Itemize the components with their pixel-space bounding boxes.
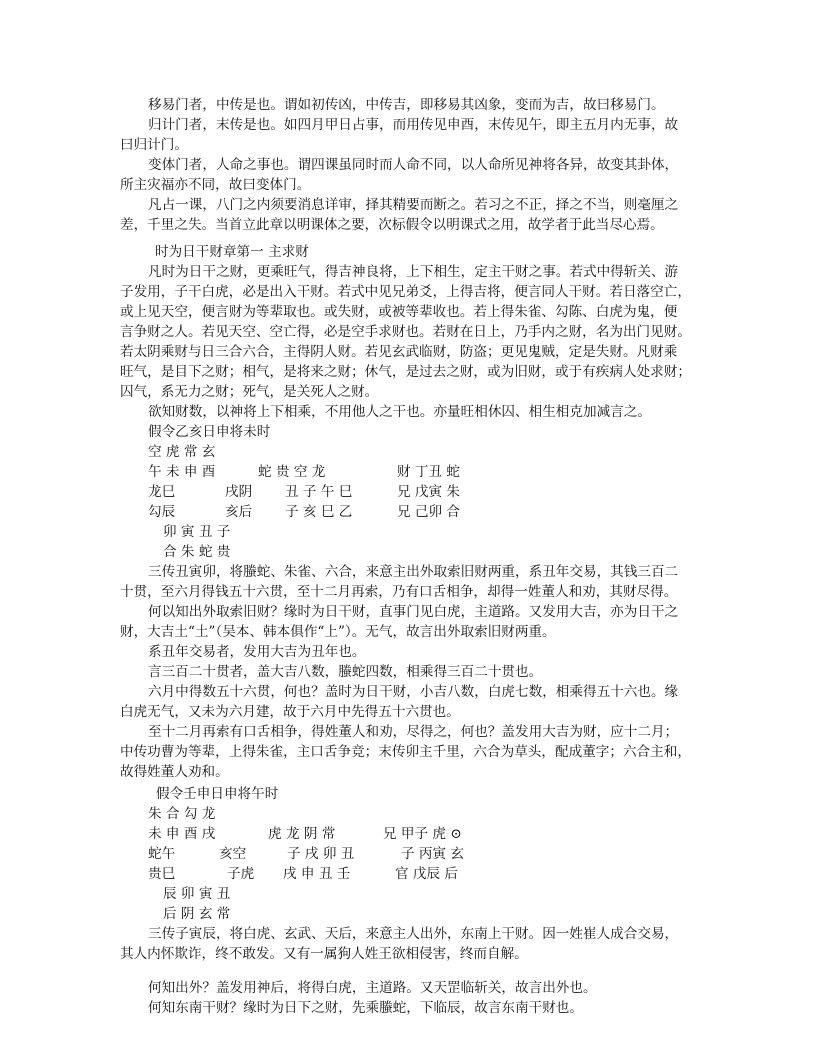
chart2-row5: 后 阴 玄 常: [163, 906, 231, 922]
text-line: 何知出外？盖发用神后，将得白虎，主道路。又天罡临斩关，故言出外也。: [148, 980, 597, 996]
chart1-row5: 合 朱 蛇 贵: [163, 544, 231, 560]
chart1-row3-a: 勾辰: [148, 504, 176, 520]
chart1-row1-a: 午 未 申 酉: [148, 464, 216, 480]
text-line: 子发用，子干白虎，必是出入干财。若式中见兄弟爻，上得吉将，便言同人干财。若日落空亡，: [120, 284, 691, 300]
chart2-row1-c: 兄 甲子 虎 ⊙: [383, 826, 462, 842]
text-line: 变体门者，人命之事也。谓四课虽同时而人命不同，以人命所见神将各异，故变其卦体，: [148, 157, 679, 173]
chart1-row3-c: 子 亥 巳 乙: [285, 504, 353, 520]
text-line: 故得姓董人劝和。: [120, 764, 229, 780]
chart2-row2-c: 子 戌 卯 丑: [287, 846, 355, 862]
chart1-row2-b: 戌阴: [225, 484, 253, 500]
chart2-row1-b: 虎 龙 阴 常: [268, 826, 336, 842]
text-line: 中传功曹为等辈，上得朱雀，主口舌争竞；末传卯主千里，六合为草头，配成董字；六合主和，: [120, 744, 691, 760]
text-line: 至十二月再索有口舌相争，得姓董人和劝，尽得之，何也？盖发用大吉为财，应十二月；: [148, 724, 679, 740]
chart2-row2-a: 蛇午: [148, 846, 176, 862]
chart1-row2-d: 兄 戊寅 朱: [397, 484, 461, 500]
chart2-row0: 朱 合 勾 龙: [148, 806, 216, 822]
text-line: 欲知财数，以神将上下相乘，不用他人之干也。亦量旺相休囚、相生相克加减言之。: [148, 404, 651, 420]
chart1-row2-a: 龙巳: [148, 484, 176, 500]
text-line: 六月中得数五十六贯，何也？盖时为日干财，小吉八数，白虎七数，相乘得五十六也。缘: [148, 684, 679, 700]
chart2-row3-c: 戌 申 丑 壬: [283, 866, 351, 882]
example-heading: 假令壬申日申将午时: [156, 786, 279, 802]
chart2-row3-b: 子虎: [227, 866, 255, 882]
text-line: 三传丑寅卯，将螣蛇、朱雀、六合，来意主出外取索旧财两重，系丑年交易，其钱三百二: [148, 564, 679, 580]
text-line: 系丑年交易者，发用大吉为丑年也。: [148, 644, 366, 660]
text-line: 移易门者，中传是也。谓如初传凶，中传吉，即移易其凶象，变而为吉，故曰移易门。: [148, 97, 665, 113]
text-line: 其人内怀欺诈，终不敢发。又有一属狗人姓王欲相侵害，终而自解。: [120, 946, 528, 962]
chart1-row0: 空 虎 常 玄: [148, 444, 216, 460]
text-line: 若太阴乘财与日三合六合，主得阴人财。若见玄武临财，防盗；更见鬼贼，定是失财。凡财乘: [120, 344, 678, 360]
chart1-row1-c: 财 丁丑 蛇: [397, 464, 461, 480]
text-line: 归计门者，末传是也。如四月甲日占事，而用传见申酉，末传见午，即主五月内无事，故: [148, 117, 679, 133]
text-line: 何以知出外取索旧财？缘时为日干财，直事门见白虎，主道路。又发用大吉，亦为日干之: [148, 604, 679, 620]
chart1-row2-c: 丑 子 午 巳: [285, 484, 353, 500]
text-line: 凡占一课，八门之内须要消息详审，择其精要而断之。若习之不正，择之不当，则毫厘之: [148, 197, 679, 213]
text-line: 白虎无气，又未为六月建，故于六月中先得五十六贯也。: [120, 704, 460, 720]
chart2-row2-d: 子 丙寅 玄: [401, 846, 465, 862]
text-line: 三传子寅辰，将白虎、玄武、天后，来意主人出外，东南上干财。因一姓崔人成合交易，: [148, 926, 679, 942]
chart2-row1-a: 未 申 酉 戌: [148, 826, 216, 842]
chart1-row3-b: 亥后: [225, 504, 253, 520]
text-line: 或上见天空，便言财为等辈取也。或失财，或被等辈收也。若上得朱雀、勾陈、白虎为鬼，便: [120, 304, 678, 320]
text-line: 所主灾福亦不同，故曰变体门。: [120, 177, 311, 193]
chart2-row2-b: 亥空: [219, 846, 247, 862]
example-heading: 假令乙亥日申将未时: [148, 424, 271, 440]
chart2-row3-d: 官 戊辰 后: [395, 866, 459, 882]
text-line: 囚气，系无力之财；死气，是关死人之财。: [120, 384, 379, 400]
text-line: 财，大吉土“土”（吴本、韩本俱作“上”）。无气，故言出外取索旧财两重。: [120, 624, 556, 640]
text-line: 何知东南干财？缘时为日下之财，先乘螣蛇，下临辰，故言东南干财也。: [148, 1000, 583, 1016]
chapter-heading: 时为日干财章第一 主求财: [155, 244, 309, 260]
text-line: 十贯，至六月得钱五十六贯，至十二月再索，乃有口舌相争，却得一姓董人和劝，其财尽得。: [120, 584, 678, 600]
text-line: 凡时为日干之财，更乘旺气，得吉神良将，上下相生，定主干财之事。若式中得斩关、游: [148, 264, 679, 280]
chart1-row3-d: 兄 己卯 合: [397, 504, 461, 520]
text-line: 言争财之人。若见天空、空亡得，必是空手求财也。若财在日上，乃手内之财，名为出门见财。: [120, 324, 691, 340]
chart2-row4: 辰 卯 寅 丑: [163, 886, 231, 902]
text-line: 言三百二十贯者，盖大吉八数，螣蛇四数，相乘得三百二十贯也。: [148, 664, 543, 680]
chart1-row1-b: 蛇 贵 空 龙: [258, 464, 326, 480]
chart2-row3-a: 贵巳: [148, 866, 176, 882]
text-line: 曰归计门。: [120, 137, 188, 153]
text-line: 差，千里之失。当首立此章以明课体之要，次标假令以明课式之用，故学者于此当尽心焉。: [120, 217, 664, 233]
text-line: 旺气，是目下之财；相气，是将来之财；休气，是过去之财，或为旧财，或于有疾病人处求财；: [120, 364, 691, 380]
chart1-row4: 卯 寅 丑 子: [163, 524, 231, 540]
